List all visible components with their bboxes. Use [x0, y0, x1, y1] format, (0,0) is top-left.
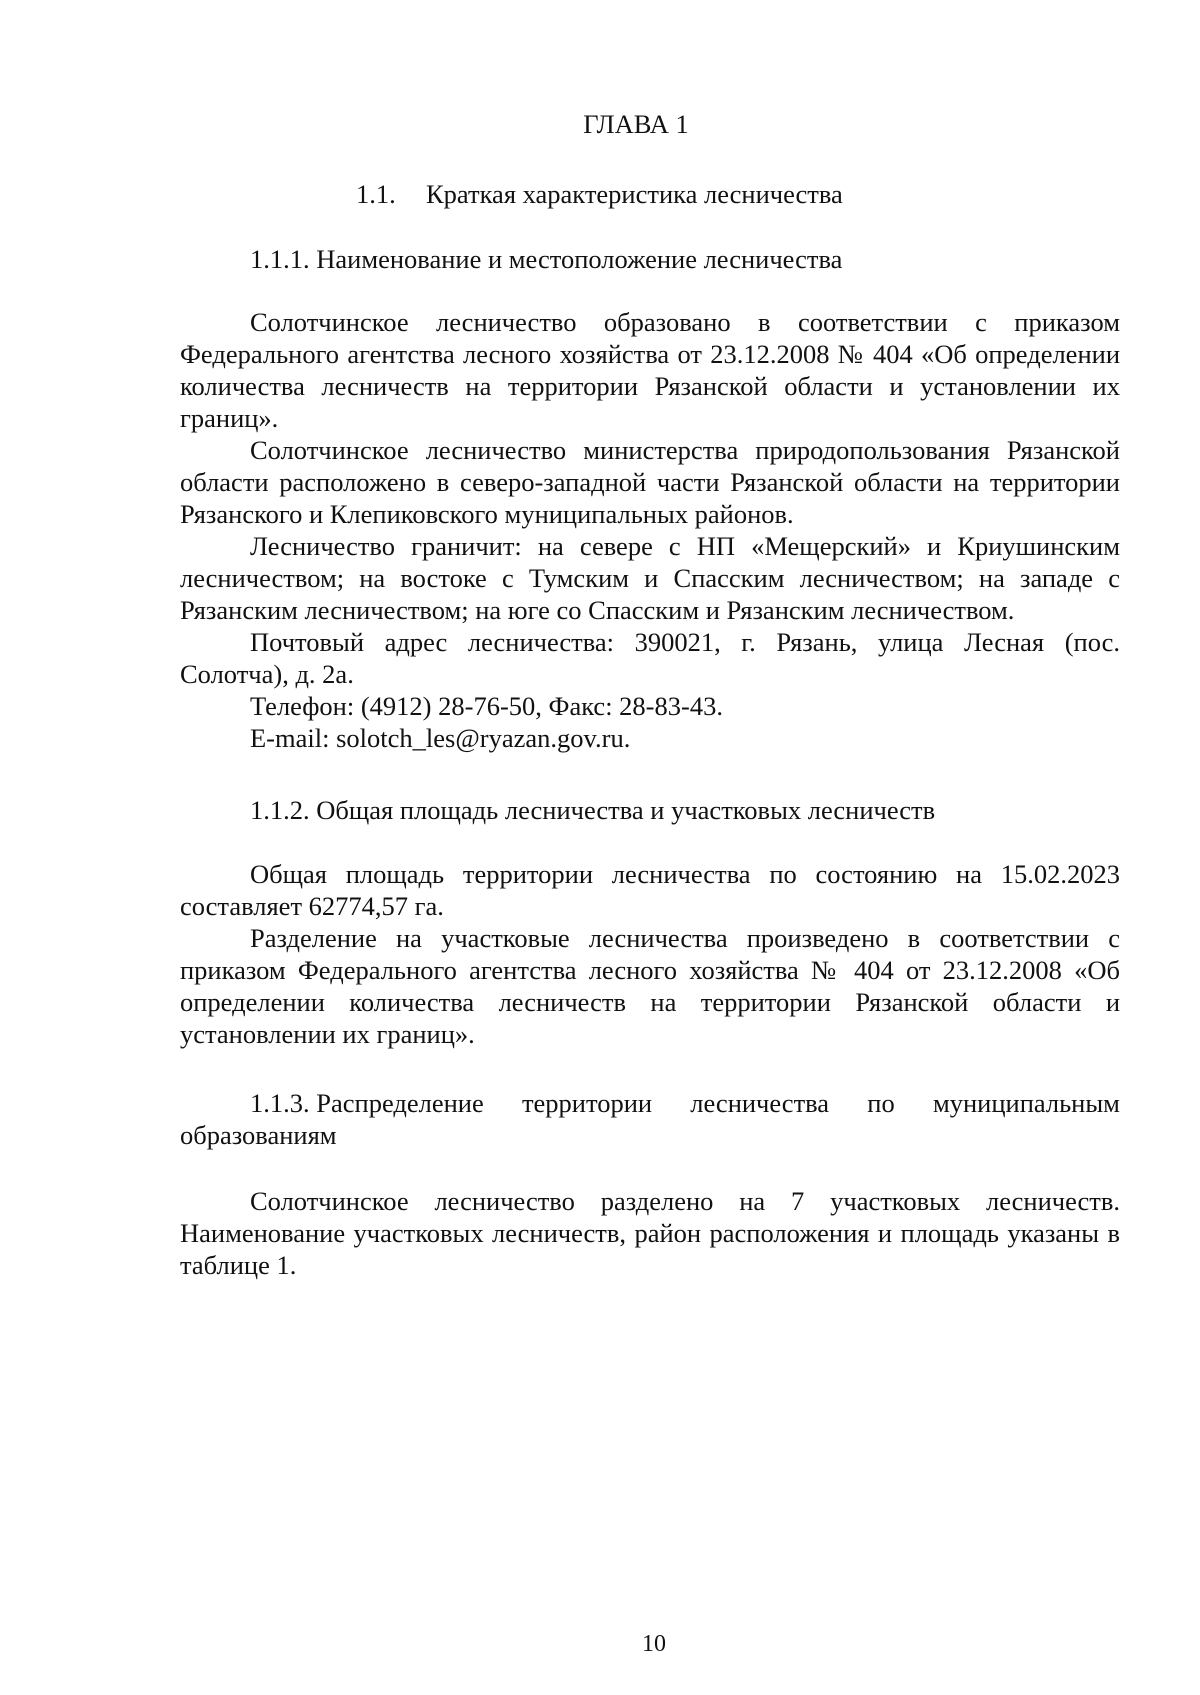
heading-word: 1.1.3. Распределение — [250, 1088, 484, 1118]
heading-word: территории — [521, 1088, 653, 1118]
paragraph: Общая площадь территории лесничества по состоянию на 15.02.2023 составляет 62774,57 га. — [180, 859, 1120, 921]
section-heading — [356, 178, 843, 210]
chapter-title: ГЛАВА 1 — [583, 109, 689, 139]
heading-word: по — [867, 1088, 895, 1118]
page-number: 10 — [642, 1631, 666, 1657]
subsection-1-heading: 1.1.1. Наименование и местоположение лесничества — [250, 244, 843, 274]
heading-word: лесничества — [690, 1088, 830, 1118]
paragraph: E-mail: solotch_les@ryazan.gov.ru. — [250, 723, 631, 753]
subsection-1-body — [180, 306, 1120, 754]
paragraph: Солотчинское лесничество министерства природопользования Рязанской области расположено в северо-западной части Рязанской области на территории Рязанского и Клепиковского муниципальных районов. — [180, 435, 1120, 529]
heading-tail: образованиям — [180, 1120, 337, 1150]
subsection-2-body — [180, 858, 1120, 1050]
section-title: Краткая характеристика лесничества — [426, 179, 843, 209]
paragraph: Почтовый адрес лесничества: 390021, г. Рязань, улица Лесная (пос. Солотча), д. 2а. — [180, 627, 1120, 689]
subsection-3-heading — [180, 1087, 1120, 1151]
paragraph: Солотчинское лесничество разделено на 7 участковых лесничеств. Наименование участковых лесничеств, район расположения и площадь указаны в таблице 1. — [180, 1186, 1120, 1280]
heading-word: муниципальным — [932, 1088, 1120, 1118]
paragraph: Телефон: (4912) 28-76-50, Факс: 28-83-43. — [250, 691, 723, 721]
paragraph: Солотчинское лесничество образовано в соответствии с приказом Федерального агентства лесного хозяйства от 23.12.2008 № 404 «Об определении количества лесничеств на территории Рязанской области и установлении их границ». — [180, 307, 1120, 433]
paragraph: Разделение на участковые лесничества произведено в соответствии с приказом Федерального агентства лесного хозяйства № 404 от 23.12.2008 «Об определении количества лесничеств на территории Рязанской области и установлении их границ». — [180, 923, 1120, 1049]
subsection-3-body — [180, 1185, 1120, 1281]
subsection-2-heading: 1.1.2. Общая площадь лесничества и участковых лесничеств — [250, 795, 936, 825]
section-number: 1.1. — [356, 179, 396, 209]
paragraph: Лесничество граничит: на севере с НП «Мещерский» и Криушинским лесничеством; на востоке с Тумским и Спасским лесничеством; на западе с Рязанским лесничеством; на юге со Спасским и Рязанским лесничеством. — [180, 531, 1120, 625]
